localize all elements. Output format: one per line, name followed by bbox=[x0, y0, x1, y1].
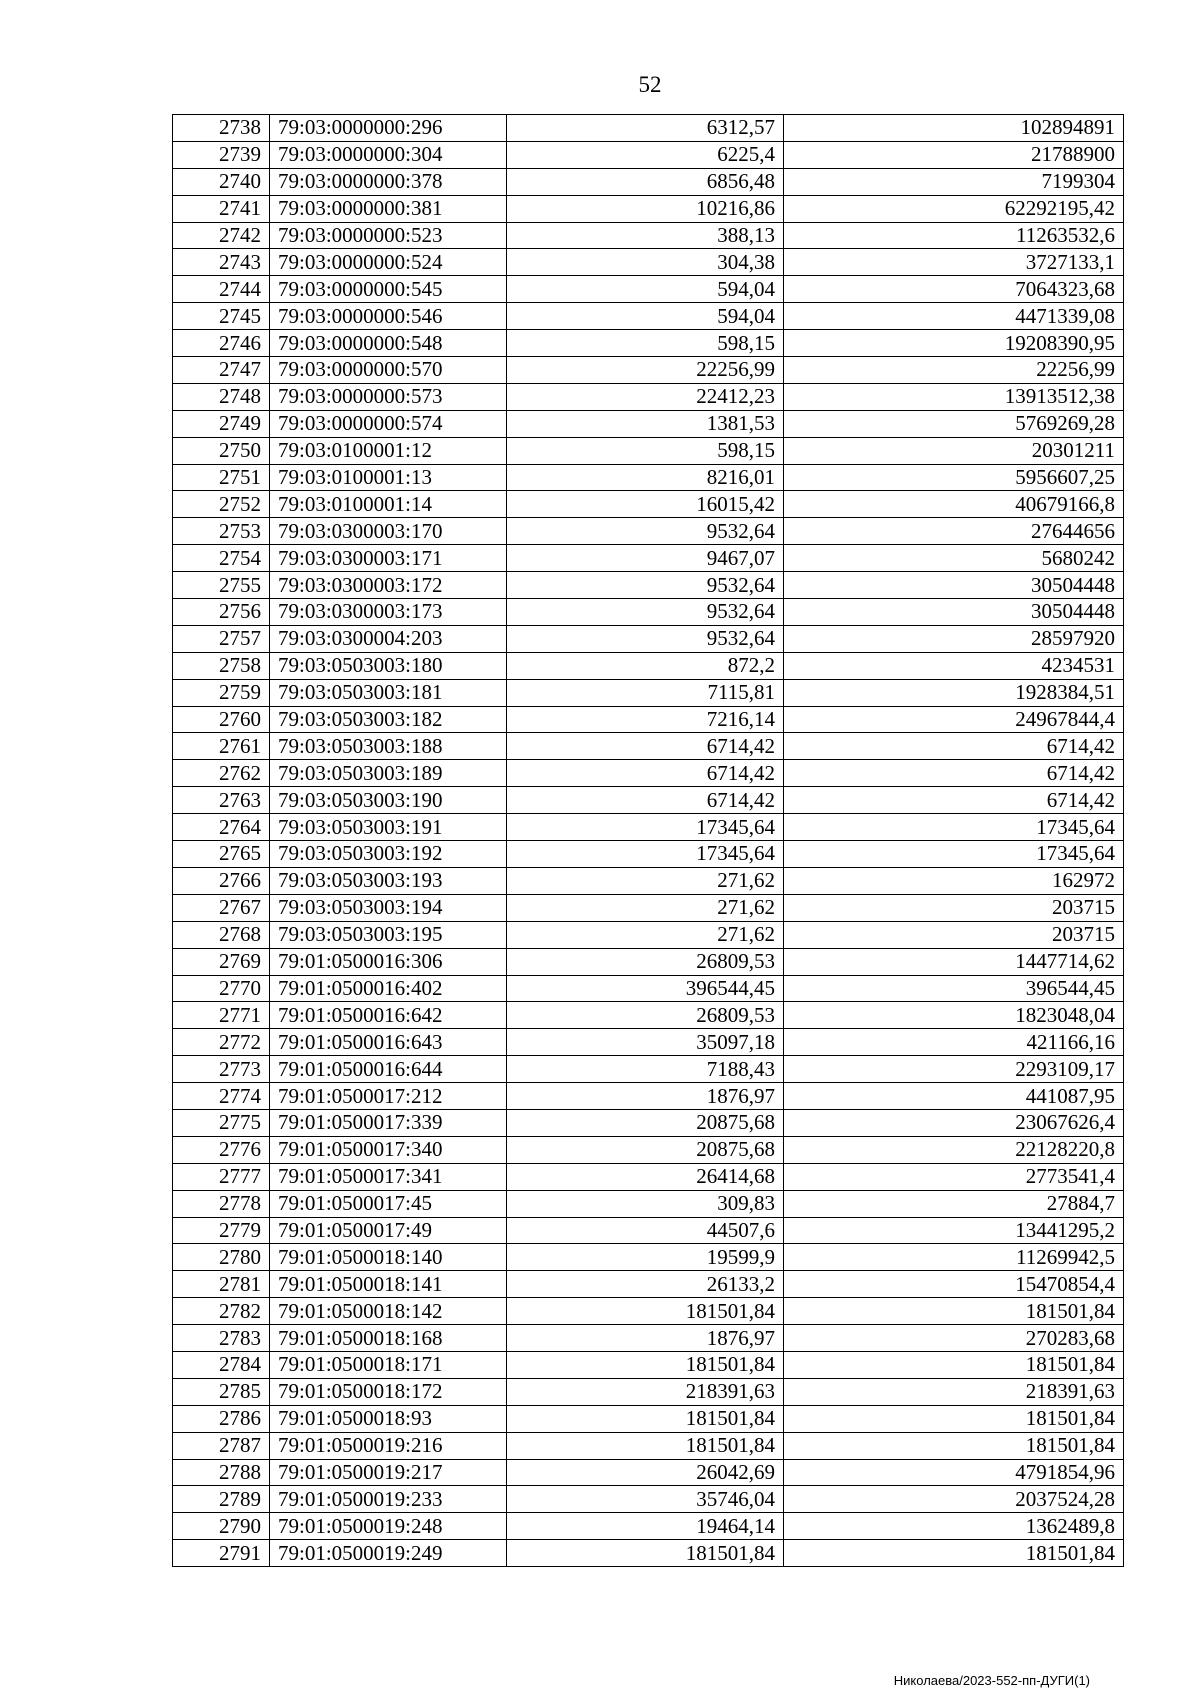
value-cell: 1362489,8 bbox=[784, 1513, 1124, 1540]
cadastral-number-cell: 79:03:0503003:191 bbox=[270, 814, 507, 841]
area-cell: 594,04 bbox=[507, 276, 784, 303]
row-number-cell: 2785 bbox=[173, 1378, 270, 1405]
table-row bbox=[173, 115, 1124, 142]
table-row bbox=[173, 1002, 1124, 1029]
cadastral-number-cell: 79:03:0000000:548 bbox=[270, 330, 507, 357]
row-number-cell: 2755 bbox=[173, 572, 270, 599]
cadastral-number-cell: 79:03:0100001:13 bbox=[270, 464, 507, 491]
value-cell: 2037524,28 bbox=[784, 1486, 1124, 1513]
row-number-cell: 2767 bbox=[173, 894, 270, 921]
row-number-cell: 2780 bbox=[173, 1244, 270, 1271]
area-cell: 271,62 bbox=[507, 921, 784, 948]
row-number-cell: 2742 bbox=[173, 222, 270, 249]
area-cell: 19464,14 bbox=[507, 1513, 784, 1540]
area-cell: 388,13 bbox=[507, 222, 784, 249]
row-number-cell: 2788 bbox=[173, 1459, 270, 1486]
area-cell: 9532,64 bbox=[507, 625, 784, 652]
area-cell: 8216,01 bbox=[507, 464, 784, 491]
value-cell: 181501,84 bbox=[784, 1405, 1124, 1432]
area-cell: 6312,57 bbox=[507, 115, 784, 142]
table-row bbox=[173, 760, 1124, 787]
table-row bbox=[173, 1271, 1124, 1298]
area-cell: 6714,42 bbox=[507, 760, 784, 787]
value-cell: 21788900 bbox=[784, 141, 1124, 168]
area-cell: 20875,68 bbox=[507, 1109, 784, 1136]
table-row bbox=[173, 599, 1124, 626]
area-cell: 181501,84 bbox=[507, 1298, 784, 1325]
value-cell: 181501,84 bbox=[784, 1540, 1124, 1567]
area-cell: 872,2 bbox=[507, 652, 784, 679]
row-number-cell: 2751 bbox=[173, 464, 270, 491]
value-cell: 218391,63 bbox=[784, 1378, 1124, 1405]
cadastral-number-cell: 79:03:0100001:14 bbox=[270, 491, 507, 518]
area-cell: 17345,64 bbox=[507, 814, 784, 841]
row-number-cell: 2748 bbox=[173, 383, 270, 410]
area-cell: 181501,84 bbox=[507, 1540, 784, 1567]
row-number-cell: 2774 bbox=[173, 1083, 270, 1110]
area-cell: 181501,84 bbox=[507, 1432, 784, 1459]
row-number-cell: 2738 bbox=[173, 115, 270, 142]
cadastral-number-cell: 79:03:0000000:304 bbox=[270, 141, 507, 168]
row-number-cell: 2776 bbox=[173, 1136, 270, 1163]
table-row bbox=[173, 195, 1124, 222]
area-cell: 20875,68 bbox=[507, 1136, 784, 1163]
row-number-cell: 2762 bbox=[173, 760, 270, 787]
row-number-cell: 2747 bbox=[173, 357, 270, 384]
cadastral-number-cell: 79:01:0500016:643 bbox=[270, 1029, 507, 1056]
cadastral-number-cell: 79:01:0500019:216 bbox=[270, 1432, 507, 1459]
value-cell: 421166,16 bbox=[784, 1029, 1124, 1056]
row-number-cell: 2768 bbox=[173, 921, 270, 948]
cadastral-number-cell: 79:01:0500017:45 bbox=[270, 1190, 507, 1217]
area-cell: 1381,53 bbox=[507, 410, 784, 437]
cadastral-number-cell: 79:01:0500019:249 bbox=[270, 1540, 507, 1567]
value-cell: 203715 bbox=[784, 894, 1124, 921]
cadastral-number-cell: 79:03:0000000:573 bbox=[270, 383, 507, 410]
table-row bbox=[173, 948, 1124, 975]
value-cell: 20301211 bbox=[784, 437, 1124, 464]
area-cell: 19599,9 bbox=[507, 1244, 784, 1271]
table-row bbox=[173, 1378, 1124, 1405]
table-row bbox=[173, 1486, 1124, 1513]
row-number-cell: 2750 bbox=[173, 437, 270, 464]
table-row bbox=[173, 894, 1124, 921]
cadastral-number-cell: 79:03:0300003:173 bbox=[270, 599, 507, 626]
row-number-cell: 2763 bbox=[173, 787, 270, 814]
table-row bbox=[173, 1513, 1124, 1540]
cadastral-number-cell: 79:03:0100001:12 bbox=[270, 437, 507, 464]
value-cell: 6714,42 bbox=[784, 787, 1124, 814]
table-row bbox=[173, 410, 1124, 437]
cadastral-number-cell: 79:03:0000000:574 bbox=[270, 410, 507, 437]
area-cell: 10216,86 bbox=[507, 195, 784, 222]
cadastral-number-cell: 79:03:0503003:195 bbox=[270, 921, 507, 948]
area-cell: 7188,43 bbox=[507, 1056, 784, 1083]
footer-doc-id: Николаева/2023-552-пп-ДУГИ(1) bbox=[893, 1673, 1090, 1688]
row-number-cell: 2773 bbox=[173, 1056, 270, 1083]
table-row bbox=[173, 679, 1124, 706]
table-row bbox=[173, 841, 1124, 868]
cadastral-number-cell: 79:01:0500019:233 bbox=[270, 1486, 507, 1513]
value-cell: 1447714,62 bbox=[784, 948, 1124, 975]
row-number-cell: 2765 bbox=[173, 841, 270, 868]
value-cell: 3727133,1 bbox=[784, 249, 1124, 276]
area-cell: 35097,18 bbox=[507, 1029, 784, 1056]
cadastral-number-cell: 79:03:0000000:524 bbox=[270, 249, 507, 276]
value-cell: 30504448 bbox=[784, 599, 1124, 626]
value-cell: 1928384,51 bbox=[784, 679, 1124, 706]
table-row bbox=[173, 1217, 1124, 1244]
table-row bbox=[173, 814, 1124, 841]
row-number-cell: 2766 bbox=[173, 867, 270, 894]
value-cell: 4791854,96 bbox=[784, 1459, 1124, 1486]
row-number-cell: 2756 bbox=[173, 599, 270, 626]
area-cell: 7216,14 bbox=[507, 706, 784, 733]
page-number: 52 bbox=[638, 72, 662, 97]
row-number-cell: 2778 bbox=[173, 1190, 270, 1217]
cadastral-number-cell: 79:01:0500017:341 bbox=[270, 1163, 507, 1190]
table-row bbox=[173, 383, 1124, 410]
table-row bbox=[173, 330, 1124, 357]
cadastral-number-cell: 79:01:0500016:644 bbox=[270, 1056, 507, 1083]
table-row bbox=[173, 652, 1124, 679]
value-cell: 24967844,4 bbox=[784, 706, 1124, 733]
value-cell: 396544,45 bbox=[784, 975, 1124, 1002]
row-number-cell: 2760 bbox=[173, 706, 270, 733]
row-number-cell: 2769 bbox=[173, 948, 270, 975]
row-number-cell: 2752 bbox=[173, 491, 270, 518]
area-cell: 44507,6 bbox=[507, 1217, 784, 1244]
area-cell: 6856,48 bbox=[507, 168, 784, 195]
cadastral-number-cell: 79:03:0503003:189 bbox=[270, 760, 507, 787]
row-number-cell: 2770 bbox=[173, 975, 270, 1002]
cadastral-number-cell: 79:01:0500018:172 bbox=[270, 1378, 507, 1405]
row-number-cell: 2786 bbox=[173, 1405, 270, 1432]
value-cell: 441087,95 bbox=[784, 1083, 1124, 1110]
value-cell: 7199304 bbox=[784, 168, 1124, 195]
area-cell: 7115,81 bbox=[507, 679, 784, 706]
cadastral-number-cell: 79:03:0000000:378 bbox=[270, 168, 507, 195]
value-cell: 30504448 bbox=[784, 572, 1124, 599]
row-number-cell: 2753 bbox=[173, 518, 270, 545]
value-cell: 27644656 bbox=[784, 518, 1124, 545]
table-row bbox=[173, 276, 1124, 303]
table-row bbox=[173, 1351, 1124, 1378]
row-number-cell: 2790 bbox=[173, 1513, 270, 1540]
cadastral-number-cell: 79:03:0300004:203 bbox=[270, 625, 507, 652]
area-cell: 6714,42 bbox=[507, 733, 784, 760]
value-cell: 181501,84 bbox=[784, 1432, 1124, 1459]
area-cell: 1876,97 bbox=[507, 1083, 784, 1110]
area-cell: 9532,64 bbox=[507, 518, 784, 545]
area-cell: 304,38 bbox=[507, 249, 784, 276]
table-row bbox=[173, 921, 1124, 948]
table-row bbox=[173, 1136, 1124, 1163]
row-number-cell: 2757 bbox=[173, 625, 270, 652]
table-row bbox=[173, 1244, 1124, 1271]
table-body bbox=[173, 115, 1124, 1567]
cadastral-number-cell: 79:03:0503003:182 bbox=[270, 706, 507, 733]
area-cell: 598,15 bbox=[507, 330, 784, 357]
cadastral-number-cell: 79:03:0503003:192 bbox=[270, 841, 507, 868]
area-cell: 9467,07 bbox=[507, 545, 784, 572]
value-cell: 5769269,28 bbox=[784, 410, 1124, 437]
table-row bbox=[173, 141, 1124, 168]
cadastral-number-cell: 79:03:0000000:381 bbox=[270, 195, 507, 222]
row-number-cell: 2743 bbox=[173, 249, 270, 276]
value-cell: 4471339,08 bbox=[784, 303, 1124, 330]
cadastral-number-cell: 79:03:0300003:170 bbox=[270, 518, 507, 545]
area-cell: 16015,42 bbox=[507, 491, 784, 518]
value-cell: 6714,42 bbox=[784, 733, 1124, 760]
cadastral-number-cell: 79:03:0503003:190 bbox=[270, 787, 507, 814]
cadastral-number-cell: 79:03:0503003:181 bbox=[270, 679, 507, 706]
row-number-cell: 2784 bbox=[173, 1351, 270, 1378]
cadastral-table bbox=[172, 114, 1124, 1567]
table-row bbox=[173, 1298, 1124, 1325]
cadastral-number-cell: 79:01:0500018:93 bbox=[270, 1405, 507, 1432]
table-row bbox=[173, 787, 1124, 814]
value-cell: 15470854,4 bbox=[784, 1271, 1124, 1298]
value-cell: 23067626,4 bbox=[784, 1109, 1124, 1136]
value-cell: 17345,64 bbox=[784, 841, 1124, 868]
area-cell: 22256,99 bbox=[507, 357, 784, 384]
area-cell: 6225,4 bbox=[507, 141, 784, 168]
area-cell: 6714,42 bbox=[507, 787, 784, 814]
table-row bbox=[173, 1325, 1124, 1352]
cadastral-number-cell: 79:01:0500017:340 bbox=[270, 1136, 507, 1163]
row-number-cell: 2741 bbox=[173, 195, 270, 222]
row-number-cell: 2759 bbox=[173, 679, 270, 706]
table-row bbox=[173, 357, 1124, 384]
cadastral-number-cell: 79:01:0500016:306 bbox=[270, 948, 507, 975]
row-number-cell: 2787 bbox=[173, 1432, 270, 1459]
row-number-cell: 2745 bbox=[173, 303, 270, 330]
cadastral-number-cell: 79:01:0500019:217 bbox=[270, 1459, 507, 1486]
value-cell: 7064323,68 bbox=[784, 276, 1124, 303]
area-cell: 26414,68 bbox=[507, 1163, 784, 1190]
value-cell: 2293109,17 bbox=[784, 1056, 1124, 1083]
area-cell: 396544,45 bbox=[507, 975, 784, 1002]
area-cell: 218391,63 bbox=[507, 1378, 784, 1405]
area-cell: 26042,69 bbox=[507, 1459, 784, 1486]
value-cell: 1823048,04 bbox=[784, 1002, 1124, 1029]
table-row bbox=[173, 1083, 1124, 1110]
table-row bbox=[173, 249, 1124, 276]
row-number-cell: 2772 bbox=[173, 1029, 270, 1056]
table-row bbox=[173, 975, 1124, 1002]
value-cell: 203715 bbox=[784, 921, 1124, 948]
area-cell: 1876,97 bbox=[507, 1325, 784, 1352]
value-cell: 40679166,8 bbox=[784, 491, 1124, 518]
cadastral-number-cell: 79:01:0500018:171 bbox=[270, 1351, 507, 1378]
area-cell: 26809,53 bbox=[507, 1002, 784, 1029]
value-cell: 13913512,38 bbox=[784, 383, 1124, 410]
area-cell: 22412,23 bbox=[507, 383, 784, 410]
value-cell: 5680242 bbox=[784, 545, 1124, 572]
table-row bbox=[173, 1405, 1124, 1432]
row-number-cell: 2739 bbox=[173, 141, 270, 168]
value-cell: 162972 bbox=[784, 867, 1124, 894]
cadastral-number-cell: 79:03:0503003:188 bbox=[270, 733, 507, 760]
cadastral-number-cell: 79:03:0503003:194 bbox=[270, 894, 507, 921]
area-cell: 9532,64 bbox=[507, 572, 784, 599]
cadastral-number-cell: 79:01:0500019:248 bbox=[270, 1513, 507, 1540]
table-row bbox=[173, 1190, 1124, 1217]
value-cell: 4234531 bbox=[784, 652, 1124, 679]
cadastral-number-cell: 79:01:0500016:642 bbox=[270, 1002, 507, 1029]
table-row bbox=[173, 545, 1124, 572]
cadastral-number-cell: 79:03:0000000:523 bbox=[270, 222, 507, 249]
value-cell: 19208390,95 bbox=[784, 330, 1124, 357]
area-cell: 181501,84 bbox=[507, 1405, 784, 1432]
row-number-cell: 2758 bbox=[173, 652, 270, 679]
value-cell: 181501,84 bbox=[784, 1351, 1124, 1378]
cadastral-number-cell: 79:03:0300003:171 bbox=[270, 545, 507, 572]
row-number-cell: 2775 bbox=[173, 1109, 270, 1136]
row-number-cell: 2746 bbox=[173, 330, 270, 357]
cadastral-number-cell: 79:01:0500018:168 bbox=[270, 1325, 507, 1352]
value-cell: 6714,42 bbox=[784, 760, 1124, 787]
value-cell: 5956607,25 bbox=[784, 464, 1124, 491]
cadastral-number-cell: 79:01:0500017:339 bbox=[270, 1109, 507, 1136]
row-number-cell: 2789 bbox=[173, 1486, 270, 1513]
cadastral-number-cell: 79:01:0500017:212 bbox=[270, 1083, 507, 1110]
table-row bbox=[173, 1109, 1124, 1136]
value-cell: 28597920 bbox=[784, 625, 1124, 652]
cadastral-number-cell: 79:01:0500018:142 bbox=[270, 1298, 507, 1325]
table-row bbox=[173, 1459, 1124, 1486]
row-number-cell: 2749 bbox=[173, 410, 270, 437]
row-number-cell: 2740 bbox=[173, 168, 270, 195]
value-cell: 11263532,6 bbox=[784, 222, 1124, 249]
row-number-cell: 2761 bbox=[173, 733, 270, 760]
table-row bbox=[173, 572, 1124, 599]
area-cell: 26133,2 bbox=[507, 1271, 784, 1298]
area-cell: 35746,04 bbox=[507, 1486, 784, 1513]
table-row bbox=[173, 1163, 1124, 1190]
table-row bbox=[173, 491, 1124, 518]
cadastral-number-cell: 79:03:0503003:193 bbox=[270, 867, 507, 894]
value-cell: 2773541,4 bbox=[784, 1163, 1124, 1190]
cadastral-number-cell: 79:03:0300003:172 bbox=[270, 572, 507, 599]
table-row bbox=[173, 303, 1124, 330]
cadastral-number-cell: 79:03:0000000:296 bbox=[270, 115, 507, 142]
value-cell: 22256,99 bbox=[784, 357, 1124, 384]
value-cell: 11269942,5 bbox=[784, 1244, 1124, 1271]
table-row bbox=[173, 733, 1124, 760]
value-cell: 17345,64 bbox=[784, 814, 1124, 841]
cadastral-number-cell: 79:03:0503003:180 bbox=[270, 652, 507, 679]
row-number-cell: 2781 bbox=[173, 1271, 270, 1298]
cadastral-number-cell: 79:01:0500016:402 bbox=[270, 975, 507, 1002]
area-cell: 309,83 bbox=[507, 1190, 784, 1217]
table-row bbox=[173, 518, 1124, 545]
row-number-cell: 2779 bbox=[173, 1217, 270, 1244]
cadastral-number-cell: 79:01:0500018:140 bbox=[270, 1244, 507, 1271]
table-row bbox=[173, 867, 1124, 894]
table-row bbox=[173, 706, 1124, 733]
row-number-cell: 2744 bbox=[173, 276, 270, 303]
value-cell: 22128220,8 bbox=[784, 1136, 1124, 1163]
area-cell: 26809,53 bbox=[507, 948, 784, 975]
value-cell: 181501,84 bbox=[784, 1298, 1124, 1325]
row-number-cell: 2771 bbox=[173, 1002, 270, 1029]
cadastral-number-cell: 79:03:0000000:570 bbox=[270, 357, 507, 384]
value-cell: 62292195,42 bbox=[784, 195, 1124, 222]
row-number-cell: 2754 bbox=[173, 545, 270, 572]
table-row bbox=[173, 1029, 1124, 1056]
value-cell: 13441295,2 bbox=[784, 1217, 1124, 1244]
row-number-cell: 2783 bbox=[173, 1325, 270, 1352]
table-row bbox=[173, 222, 1124, 249]
table-row bbox=[173, 464, 1124, 491]
cadastral-number-cell: 79:01:0500018:141 bbox=[270, 1271, 507, 1298]
row-number-cell: 2791 bbox=[173, 1540, 270, 1567]
value-cell: 270283,68 bbox=[784, 1325, 1124, 1352]
area-cell: 271,62 bbox=[507, 894, 784, 921]
cadastral-number-cell: 79:01:0500017:49 bbox=[270, 1217, 507, 1244]
row-number-cell: 2764 bbox=[173, 814, 270, 841]
table-row bbox=[173, 1432, 1124, 1459]
table-row bbox=[173, 1540, 1124, 1567]
table-row bbox=[173, 437, 1124, 464]
area-cell: 594,04 bbox=[507, 303, 784, 330]
cadastral-number-cell: 79:03:0000000:546 bbox=[270, 303, 507, 330]
table-row bbox=[173, 168, 1124, 195]
row-number-cell: 2782 bbox=[173, 1298, 270, 1325]
value-cell: 27884,7 bbox=[784, 1190, 1124, 1217]
row-number-cell: 2777 bbox=[173, 1163, 270, 1190]
area-cell: 9532,64 bbox=[507, 599, 784, 626]
value-cell: 102894891 bbox=[784, 115, 1124, 142]
table-row bbox=[173, 625, 1124, 652]
area-cell: 17345,64 bbox=[507, 841, 784, 868]
area-cell: 181501,84 bbox=[507, 1351, 784, 1378]
table-row bbox=[173, 1056, 1124, 1083]
area-cell: 598,15 bbox=[507, 437, 784, 464]
area-cell: 271,62 bbox=[507, 867, 784, 894]
cadastral-number-cell: 79:03:0000000:545 bbox=[270, 276, 507, 303]
